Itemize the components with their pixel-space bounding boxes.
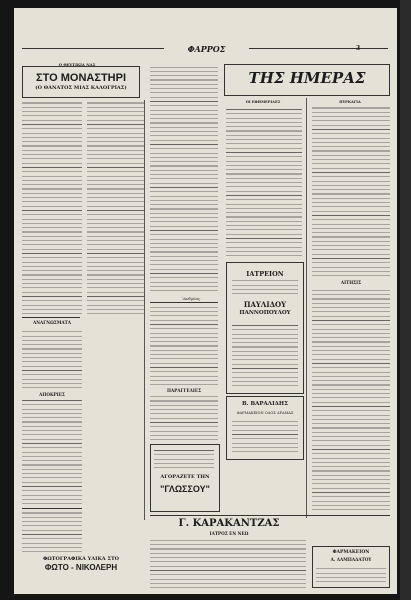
col1-mid-text <box>22 328 82 388</box>
col1-headline: ΣΤΟ ΜΟΝΑΣΤΗΡΙ <box>36 72 126 84</box>
col2-notice-text <box>150 396 218 440</box>
doctor-ad-heading: ΙΑΤΡΕΙΟΝ <box>246 270 284 278</box>
store-ad-text <box>232 420 298 452</box>
col1-divider <box>22 317 80 318</box>
col1-ad-text <box>22 512 82 552</box>
col3-text <box>226 106 302 256</box>
col2-divider <box>150 302 218 303</box>
col4-left-rule <box>306 98 307 518</box>
col4-text-2 <box>312 288 390 510</box>
col2-article-2 <box>150 305 218 385</box>
store-ad-lines: ΦΑΡΜΑΚΕΙΟΝ ΟΔΟΣ ΔΡΑΜΑΣ <box>236 411 294 415</box>
pharmacy-ad-owner: Α. ΛΑΜΠΑΔΑΤΟΥ <box>330 557 372 562</box>
col2-signature: 'Ανδρέας <box>182 296 201 301</box>
bottom-ad-name: Γ. ΚΑΡΑΚΑΝΤΖΑΣ <box>178 518 280 529</box>
col1-kicker: Ο ΘΕΥΤΙΚΙΑ ΝΑΣ <box>58 62 96 67</box>
doctor-ad-name-1: ΠΑΥΛΙΔΟΥ <box>243 300 287 309</box>
col3-head: ΟΙ ΕΦΗΜΕΡΙΔΕΣ <box>245 100 281 104</box>
col1-ad-rule <box>22 508 82 509</box>
col1-ad-name: ΦΩΤΟ - ΝΙΚΟΛΕΡΗ <box>44 563 118 572</box>
col1-lower-text <box>22 400 82 504</box>
pharmacy-ad-title: ΦΑΡΜΑΚΕΙΟΝ <box>332 550 370 555</box>
newspaper-page <box>14 8 397 594</box>
col4-text-1 <box>312 106 390 276</box>
col2-article-1 <box>150 66 218 291</box>
pharmacy-ad-text <box>316 565 386 582</box>
doctor-ad-details <box>232 322 298 386</box>
masthead-title: ΦΑΡΡΟΣ <box>164 44 249 54</box>
page-spine <box>400 0 411 600</box>
bottom-ad-text <box>150 540 306 588</box>
store-ad-heading: Β. ΒΑΡΑΛΙΔΗΣ <box>242 401 288 407</box>
col2-ad-text <box>154 448 214 468</box>
col2-ad-heading: ΑΓΟΡΑΖΕΤΕ ΤΗΝ <box>160 474 210 480</box>
col1-ad-label: ΦΩΤΟΓΡΑΦΙΚΑ ΥΛΙΚΑ ΣΤΟ <box>42 556 120 562</box>
col1-article-left <box>22 102 82 314</box>
col4-head: ΠΥΡΚΑΓΙΑ <box>339 100 361 104</box>
col1-article-right <box>87 102 145 314</box>
col4-sub: ΑΙΤΗΣΙΣ <box>340 280 362 285</box>
col2-left-rule <box>144 100 145 520</box>
bottom-ad-rule <box>150 515 390 516</box>
col1-mid-heading: ΑΝΑΓΝΩΣΜΑΤΑ <box>32 320 72 325</box>
bottom-ad-profession: ΙΑΤΡΟΣ ΕΝ ΝΕΩ <box>209 531 249 536</box>
col1-subhead: (Ο ΘΑΝΑΤΟΣ ΜΙΑΣ ΚΑΛΟΓΡΙΑΣ) <box>35 85 127 91</box>
page-number: 3 <box>356 45 361 52</box>
doctor-ad-name-2: ΠΑΝΝΟΠΟΥΛΟΥ <box>239 310 291 316</box>
right-title: ΤΗΣ ΗΜΕΡΑΣ <box>248 69 366 87</box>
col1-lower-heading: ΑΠΟΚΡΙΕΣ <box>39 392 65 397</box>
doctor-ad-line-1 <box>232 280 298 294</box>
col2-notice-heading: ΠΑΡΑΓΓΕΛΙΕΣ <box>166 388 202 393</box>
col2-ad-name: "ΓΛΩΣΣΟΥ" <box>160 484 210 494</box>
